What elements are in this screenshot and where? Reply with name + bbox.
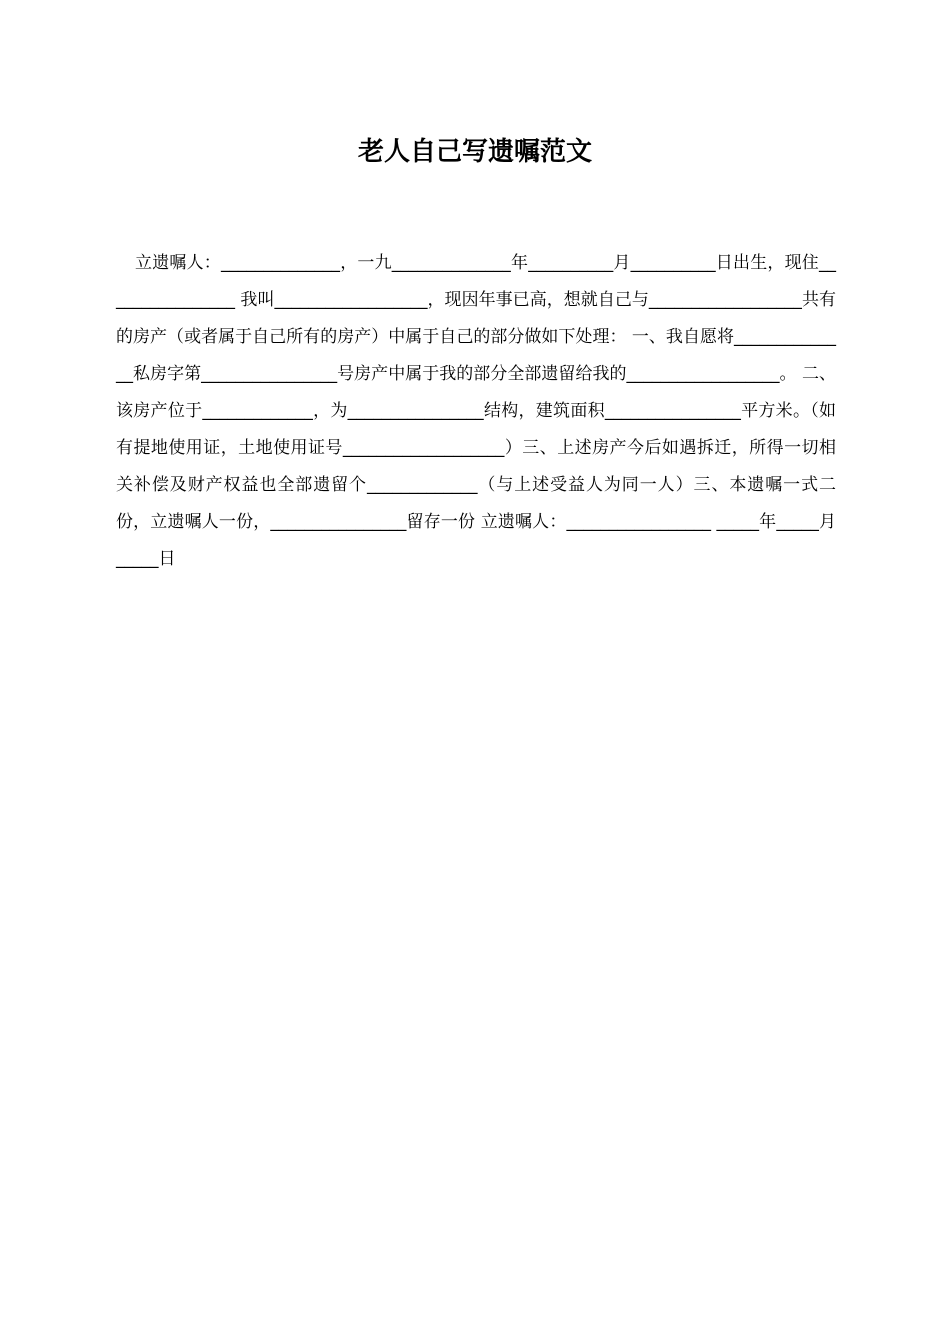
document-title: 老人自己写遗嘱范文 xyxy=(357,137,592,167)
document-body: 立遗嘱人：______________，一九______________年__________月__________日出生，现住________________ 我叫__________________，现因年事已高，想就自己与__________________共有的房产（或者属于自己所有的房产）中属于自己的部分做如下处理： 一、我自愿将______________私房字第________________号房产中属于我的部分全部遗留给我的__________________。 二、该房产位于_____________，为________________结构，建筑面积________________平方米。（如有提地使用证，土地使用证号___________________）三、上述房产今后如遇拆迁，所得一切相关补偿及财产权益也全部遗留个_____________（与上述受益人为同一人）三、本遗嘱一式二份，立遗嘱人一份，________________留存一份 立遗嘱人：_________________ _____年_____月_____日 xyxy=(116,253,836,569)
